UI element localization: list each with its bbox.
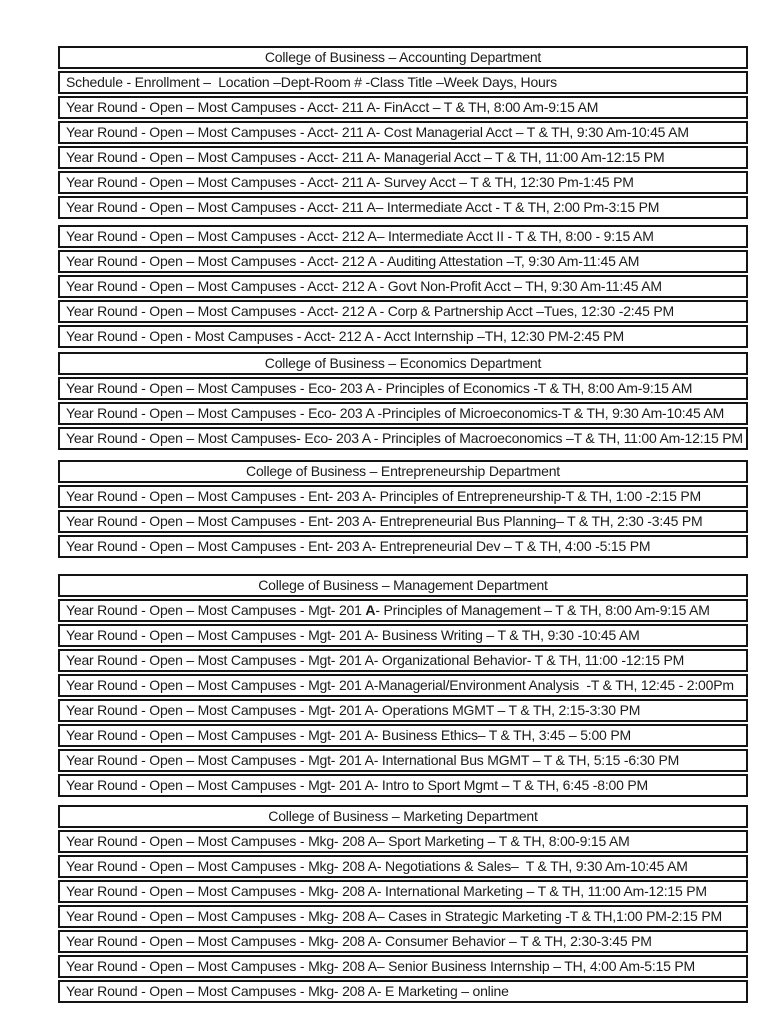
row-group: [58, 830, 784, 1003]
schedule-row: Year Round - Open – Most Campuses - Acct- 212 A– Intermediate Acct II - T & TH, 8:00 - 9:15 AM: [58, 225, 748, 248]
department-header: College of Business – Economics Department: [58, 352, 748, 375]
schedule-row: Year Round - Open – Most Campuses - Acct- 211 A– Intermediate Acct - T & TH, 2:00 Pm-3:15 PM: [58, 196, 748, 219]
schedule-row: Year Round - Open – Most Campuses - Mgt- 201 A- Operations MGMT – T & TH, 2:15-3:30 PM: [58, 699, 748, 722]
schedule-row: Year Round - Open – Most Campuses - Mkg- 208 A- Consumer Behavior – T & TH, 2:30-3:45 PM: [58, 930, 748, 953]
schedule-row: Year Round - Open – Most Campuses - Acct- 211 A- Cost Managerial Acct – T & TH, 9:30 Am-10:45 AM: [58, 121, 748, 144]
department-section: [58, 574, 784, 797]
schedule-row: Year Round - Open – Most Campuses - Ent- 203 A- Entrepreneurial Bus Planning– T & TH, 2:30 -3:45 PM: [58, 510, 748, 533]
schedule-row: Year Round - Open - Most Campuses - Acct- 212 A - Acct Internship –TH, 12:30 PM-2:45 PM: [58, 325, 748, 348]
schedule-row: Year Round - Open – Most Campuses - Acct- 211 A- Survey Acct – T & TH, 12:30 Pm-1:45 PM: [58, 171, 748, 194]
schedule-row: Year Round - Open – Most Campuses - Mkg- 208 A- E Marketing – online: [58, 980, 748, 1003]
schedule-row: Year Round - Open – Most Campuses - Mgt- 201 A- Organizational Behavior- T & TH, 11:00 -12:15 PM: [58, 649, 748, 672]
schedule-row: Year Round - Open – Most Campuses - Mgt- 201 A- Business Ethics– T & TH, 3:45 – 5:00 PM: [58, 724, 748, 747]
schedule-row: [58, 599, 748, 622]
schedule-row: Year Round - Open – Most Campuses - Mgt- 201 A- International Bus MGMT – T & TH, 5:15 -6:30 PM: [58, 749, 748, 772]
schedule-row: Year Round - Open – Most Campuses - Mgt- 201 A- Intro to Sport Mgmt – T & TH, 6:45 -8:00 PM: [58, 774, 748, 797]
schedule-row: Year Round - Open – Most Campuses - Acct- 211 A- Managerial Acct – T & TH, 11:00 Am-12:15 PM: [58, 146, 748, 169]
schedule-row: Year Round - Open – Most Campuses- Eco- 203 A - Principles of Macroeconomics –T & TH, 11:00 Am-12:15 PM: [58, 427, 748, 450]
department-section: [58, 46, 784, 348]
department-section: [58, 805, 784, 1003]
schedule-row: Year Round - Open – Most Campuses - Eco- 203 A - Principles of Economics -T & TH, 8:00 Am-9:15 AM: [58, 377, 748, 400]
schedule-row: Year Round - Open – Most Campuses - Ent- 203 A- Principles of Entrepreneurship-T & TH, 1:00 -2:15 PM: [58, 485, 748, 508]
row-group: [58, 485, 784, 558]
schedule-row: Year Round - Open – Most Campuses - Mkg- 208 A- International Marketing – T & TH, 11:00 Am-12:15 PM: [58, 880, 748, 903]
schedule-row: Year Round - Open – Most Campuses - Mkg- 208 A– Sport Marketing – T & TH, 8:00-9:15 AM: [58, 830, 748, 853]
schedule-row: Year Round - Open – Most Campuses - Mkg- 208 A– Cases in Strategic Marketing -T & TH,1:00 PM-2:15 PM: [58, 905, 748, 928]
department-header: College of Business – Entrepreneurship Department: [58, 460, 748, 483]
row-text: - Principles of Management – T & TH, 8:00 Am-9:15 AM: [375, 602, 710, 618]
schedule-row: Year Round - Open – Most Campuses - Acct- 212 A - Corp & Partnership Acct –Tues, 12:30 -2:45 PM: [58, 300, 748, 323]
bold-section-letter: A: [365, 602, 376, 618]
schedule-row: Year Round - Open – Most Campuses - Mkg- 208 A– Senior Business Internship – TH, 4:00 Am-5:15 PM: [58, 955, 748, 978]
department-section: [58, 460, 784, 558]
schedule-row: Year Round - Open – Most Campuses - Mgt- 201 A-Managerial/Environment Analysis -T & TH, 12:45 - 2:00Pm: [58, 674, 748, 697]
schedule-row: Year Round - Open – Most Campuses - Ent- 203 A- Entrepreneurial Dev – T & TH, 4:00 -5:15 PM: [58, 535, 748, 558]
row-group: [58, 225, 784, 348]
schedule-row: Year Round - Open – Most Campuses - Acct- 211 A- FinAcct – T & TH, 8:00 Am-9:15 AM: [58, 96, 748, 119]
department-header: College of Business – Management Department: [58, 574, 748, 597]
schedule-row: Year Round - Open – Most Campuses - Mkg- 208 A- Negotiations & Sales– T & TH, 9:30 Am-10:45 AM: [58, 855, 748, 878]
row-group: [58, 599, 784, 797]
schedule-row: Year Round - Open – Most Campuses - Eco- 203 A -Principles of Microeconomics-T & TH, 9:30 Am-10:45 AM: [58, 402, 748, 425]
row-group: [58, 377, 784, 450]
schedule-row: Year Round - Open – Most Campuses - Mgt- 201 A- Business Writing – T & TH, 9:30 -10:45 AM: [58, 624, 748, 647]
department-header: College of Business – Accounting Department: [58, 46, 748, 69]
department-header: College of Business – Marketing Department: [58, 805, 748, 828]
row-text: Year Round - Open – Most Campuses - Mgt- 201: [66, 602, 366, 618]
schedule-row: Year Round - Open – Most Campuses - Acct- 212 A - Auditing Attestation –T, 9:30 Am-11:45 AM: [58, 250, 748, 273]
department-section: [58, 352, 784, 450]
row-group: [58, 71, 784, 219]
column-legend-row: Schedule - Enrollment – Location –Dept-Room # -Class Title –Week Days, Hours: [58, 71, 748, 94]
schedule-row: Year Round - Open – Most Campuses - Acct- 212 A - Govt Non-Profit Acct – TH, 9:30 Am-11:45 AM: [58, 275, 748, 298]
